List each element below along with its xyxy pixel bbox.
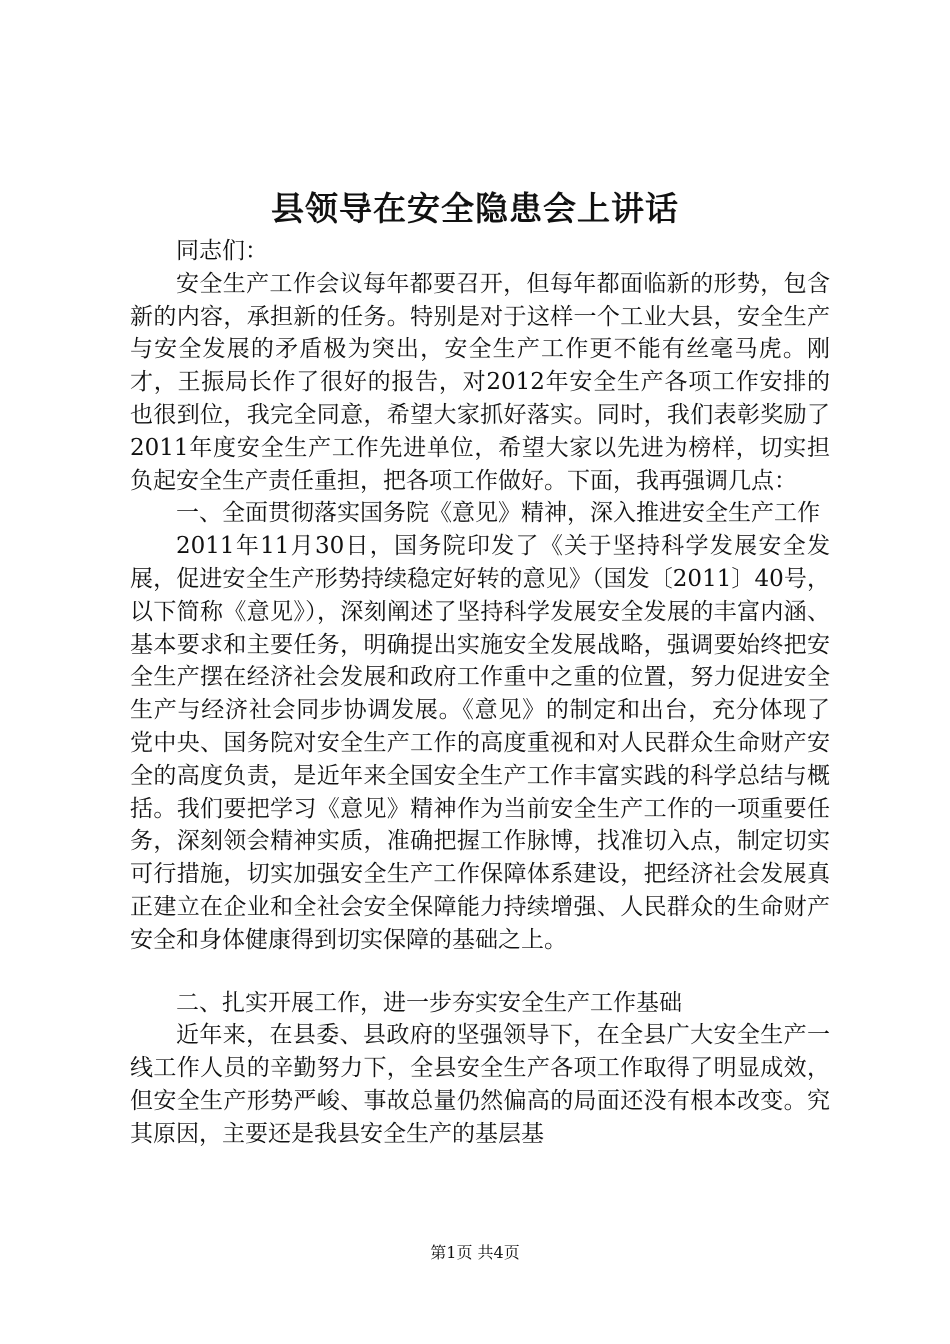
section-heading-2: 二、扎实开展工作，进一步夯实安全生产工作基础 bbox=[176, 989, 682, 1016]
salutation: 同志们： bbox=[176, 238, 268, 264]
paragraph-section-1: 2011年11月30日，国务院印发了《关于坚持科学发展安全发展，促进安全生产形势持续稳定好转的意见》（国发〔2011〕40号，以下简称《意见》），深刻阐述了坚持科学发展安全发展的丰富内涵、基本要求和主要任务，明确提出实施安全发展战略，强调要始终把安全生产摆在经济社会发展和政府工作重中之重的位置，努力促进安全生产与经济社会同步协调发展。《意见》的制定和出台，充分体现了党中央、国务院对安全生产工作的高度重视和对人民群众生命财产安全的高度负责，是近年来全国安全生产工作丰富实践的科学总结与概括。我们要把学习《意见》精神作为当前安全生产工作的一项重要任务，深刻领会精神实质，准确把握工作脉博，找准切入点，制定切实可行措施，切实加强安全生产工作保障体系建设，把经济社会发展真正建立在企业和全社会安全保障能力持续增强、人民群众的生命财产安全和身体健康得到切实保障的基础之上。 bbox=[130, 533, 830, 953]
document-title: 县领导在安全隐患会上讲话 bbox=[271, 189, 679, 228]
document-body bbox=[130, 235, 830, 1151]
section-heading-1: 一、全面贯彻落实国务院《意见》精神，深入推进安全生产工作 bbox=[176, 500, 820, 527]
paragraph-intro: 安全生产工作会议每年都要召开，但每年都面临新的形势，包含新的内容，承担新的任务。特别是对于这样一个工业大县，安全生产与安全发展的矛盾极为突出，安全生产工作更不能有丝毫马虎。刚才，王振局长作了很好的报告，对2012年安全生产各项工作安排的也很到位，我完全同意，希望大家抓好落实。同时，我们表彰奖励了2011年度安全生产工作先进单位，希望大家以先进为榜样，切实担负起安全生产责任重担，把各项工作做好。下面，我再强调几点： bbox=[130, 270, 830, 494]
page-footer: 第1页 共4页 bbox=[430, 1243, 520, 1262]
paragraph-section-2: 近年来，在县委、县政府的坚强领导下，在全县广大安全生产一线工作人员的辛勤努力下，全县安全生产各项工作取得了明显成效，但安全生产形势严峻、事故总量仍然偏高的局面还没有根本改变。究其原因，主要还是我县安全生产的基层基 bbox=[130, 1022, 830, 1147]
